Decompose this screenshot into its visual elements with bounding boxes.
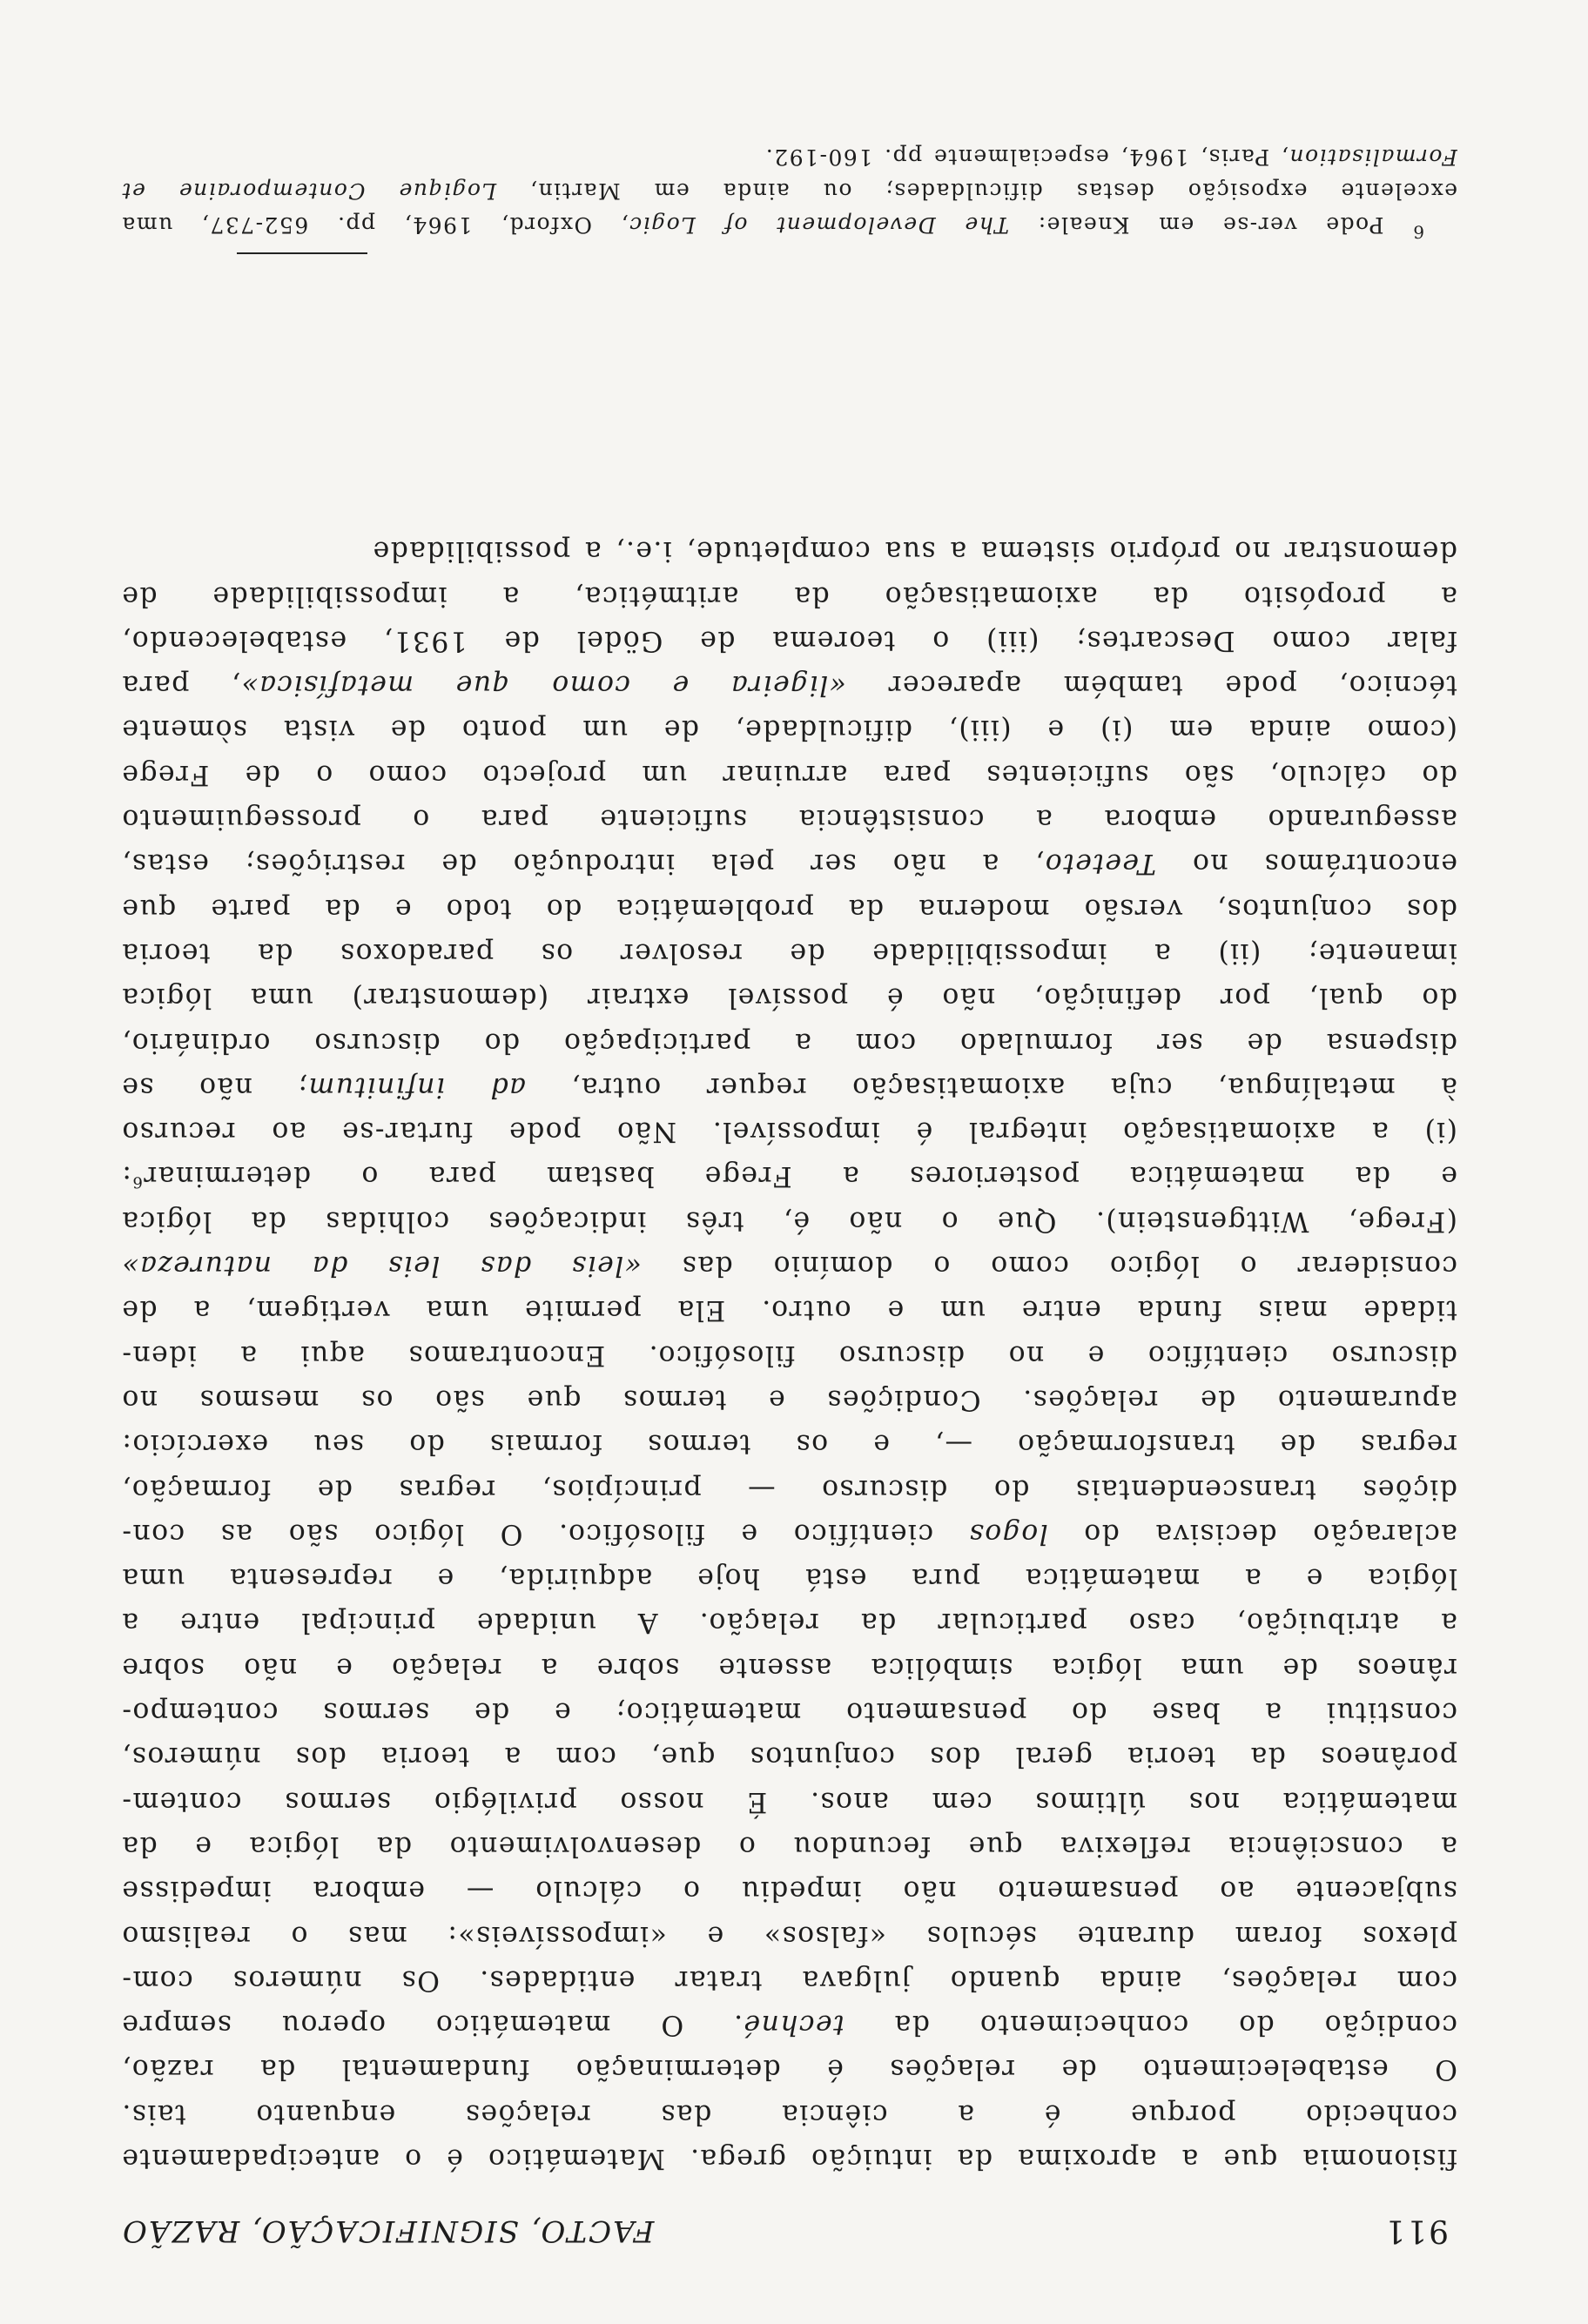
page-header	[121, 2205, 1449, 2248]
text-run: (i) a axiomatisação integral é impossível. Não pode furtar-se ao recurso	[121, 1116, 1457, 1148]
body-line	[121, 1019, 1457, 1064]
body-line	[121, 1958, 1457, 2002]
footnote	[121, 140, 1457, 242]
body-line	[121, 1377, 1457, 1421]
text-run: do qual, por definição, não é possível extrair (demonstrar) uma lógica	[121, 982, 1457, 1014]
body-line	[121, 662, 1457, 707]
text-run: dos conjuntos, versão moderna da problemática do todo e da parte que	[121, 892, 1457, 924]
text-run: plexos foram durante séculos «falsos» e «impossíveis»: mas o realismo	[121, 1919, 1457, 1951]
body-line	[121, 1644, 1457, 1689]
italic-run: techné	[743, 2009, 844, 2041]
text-run: dispensa de ser formulado com a participação do discurso ordinário,	[121, 1026, 1457, 1058]
text-run: aclaração decisiva do	[1047, 1517, 1457, 1549]
italic-run: Logique Contemporaine et	[121, 178, 497, 204]
text-run: tidade mais funda entre um e outro. Ela permite uma vertigem, a de	[121, 1294, 1457, 1327]
body-line	[121, 2046, 1457, 2091]
footnote-reference: 6	[131, 1172, 143, 1192]
text-run: . O matemático operou sempre	[121, 2009, 744, 2041]
body-line	[121, 1466, 1457, 1510]
body-line	[121, 1332, 1457, 1376]
footnote-number: 6	[1411, 221, 1424, 242]
text-run: assegurando embora a consistência suficiente para o prosseguimento	[121, 803, 1457, 836]
text-run: regras de transformação —, e os termos formais do seu exercício:	[121, 1428, 1457, 1461]
body-line	[121, 1824, 1457, 1868]
text-run: encontrámos no	[1156, 848, 1457, 880]
footnote-line	[121, 174, 1457, 208]
body-line	[121, 573, 1457, 617]
text-run: , a não ser pela introdução de restrições; estas,	[121, 848, 1045, 880]
italic-run: Teeteto	[1044, 848, 1156, 880]
text-run: à metalíngua, cuja axiomatisação requer outra,	[525, 1071, 1457, 1103]
body-line	[121, 1555, 1457, 1600]
text-run: científico e filosófico. O lógico são as con-	[121, 1517, 969, 1549]
body-line	[121, 1065, 1457, 1109]
body-line	[121, 1153, 1457, 1198]
body-line	[121, 528, 1457, 573]
italic-run: ad infinitum	[307, 1071, 526, 1103]
body-line	[121, 1778, 1457, 1823]
text-run: , Oxford, 1964, pp. 652-737, uma	[121, 212, 629, 238]
text-run: (como ainda em (i) e (iii), dificuldade, de um ponto de vista sòmente	[121, 714, 1457, 746]
body-line	[121, 1198, 1457, 1242]
text-run: fisionomia que a aproxima da intuição grega. Matemático é o antecipadamente	[121, 2143, 1457, 2174]
body-line	[121, 1868, 1457, 1912]
body-line	[121, 885, 1457, 930]
text-run: demonstrar no próprio sistema a sua completude, i.e., a possibilidade	[372, 535, 1457, 568]
text-run: râneos de uma lógica simbólica assente sobre a relação e não sobre	[121, 1651, 1457, 1683]
body-line	[121, 618, 1457, 662]
text-run: , para	[121, 669, 241, 702]
footnote-line	[121, 140, 1457, 174]
text-run: com relações, ainda quando julgava tratar entidades. Os números com-	[121, 1964, 1457, 1996]
italic-run: The Development of Logic	[628, 212, 1010, 238]
body-line	[121, 1734, 1457, 1778]
body-line	[121, 1511, 1457, 1555]
text-run: lógica e a matemática pura está hoje adquirida, e representa uma	[121, 1562, 1457, 1595]
italic-run: logos	[968, 1517, 1048, 1549]
body-line	[121, 975, 1457, 1019]
body-line	[121, 841, 1457, 885]
body-line	[121, 2136, 1457, 2180]
text-run: O estabelecimento de relações é determinação fundamental da razão,	[121, 2053, 1457, 2086]
footnote-line	[121, 208, 1457, 242]
text-run: falar como Descartes; (iii) o teorema de Gödel de 1931, estabelecendo,	[121, 624, 1457, 656]
italic-run: Formalisation	[1288, 144, 1457, 170]
text-run: técnico, pode também aparecer	[845, 669, 1457, 702]
text-run: apuramento de relações. Condições e termos que são os mesmos no	[121, 1383, 1457, 1415]
body-line	[121, 796, 1457, 841]
text-run: matemática nos últimos cem anos. É nosso privilégio sermos contem-	[121, 1785, 1457, 1817]
text-run: constitui a base do pensamento matemático; e de sermos contempo-	[121, 1696, 1457, 1729]
body-line	[121, 1600, 1457, 1644]
text-run: a propósito da axiomatisação da aritmética, a impossibilidade de	[121, 580, 1457, 612]
page-number: 911	[1383, 2213, 1449, 2248]
italic-run: «leis das leis da natureza»	[121, 1250, 642, 1282]
body-line	[121, 752, 1457, 796]
body-line	[121, 1243, 1457, 1287]
text-run: a atribuição, caso particular da relação. A unidade principal entre a	[121, 1607, 1457, 1639]
text-run: do cálculo, são suficientes para arruinar um projecto como o de Frege	[121, 758, 1457, 790]
text-run: imanente; (ii) a impossibilidade de resolver os paradoxos da teoria	[121, 937, 1457, 969]
text-run: :	[121, 1160, 132, 1192]
body-line	[121, 1109, 1457, 1153]
text-run: dições transcendentais do discurso — princípios, regras de formação,	[121, 1473, 1457, 1505]
text-run: e da matemática posteriores a Frege bastam para o determinar	[142, 1160, 1457, 1192]
body-line	[121, 1912, 1457, 1957]
italic-run: «ligeira e como que metafísica»	[240, 669, 846, 702]
text-run: , Paris, 1964, especialmente pp. 160-192.	[764, 144, 1289, 170]
text-run: a consciência reflexiva que fecundou o desenvolvimento da lógica e da	[121, 1830, 1457, 1862]
text-run: excelente exposição destas dificuldades; ou ainda em Martin,	[496, 178, 1457, 204]
text-run: Pode ver-se em Kneale:	[1009, 212, 1384, 238]
text-run: conhecido porque é a ciência das relações enquanto tais.	[121, 2098, 1457, 2130]
footnote-divider	[237, 252, 367, 254]
text-run: considerar o lógico como o domínio das	[641, 1250, 1457, 1282]
text-run: ; não se	[121, 1071, 308, 1103]
body-line	[121, 2091, 1457, 2135]
body-text	[121, 528, 1457, 2180]
text-run: discurso científico e no discurso filosófico. Encontramos aqui a iden-	[121, 1339, 1457, 1371]
running-title: FACTO, SIGNIFICAÇÃO, RAZÃO	[121, 2213, 655, 2248]
body-line	[121, 707, 1457, 751]
body-line	[121, 1421, 1457, 1466]
body-line	[121, 2002, 1457, 2046]
text-run: (Frege, Wittgenstein). Que o não é, três indicações colhidas da lógica	[121, 1205, 1457, 1237]
text-run: condição do conhecimento da	[844, 2009, 1457, 2041]
body-line	[121, 1287, 1457, 1332]
text-run: porâneos da teoria geral dos conjuntos que, com a teoria dos números,	[121, 1741, 1457, 1773]
body-line	[121, 930, 1457, 975]
body-line	[121, 1689, 1457, 1734]
text-run: subjacente ao pensamento não impediu o cálculo — embora impedisse	[121, 1875, 1457, 1907]
